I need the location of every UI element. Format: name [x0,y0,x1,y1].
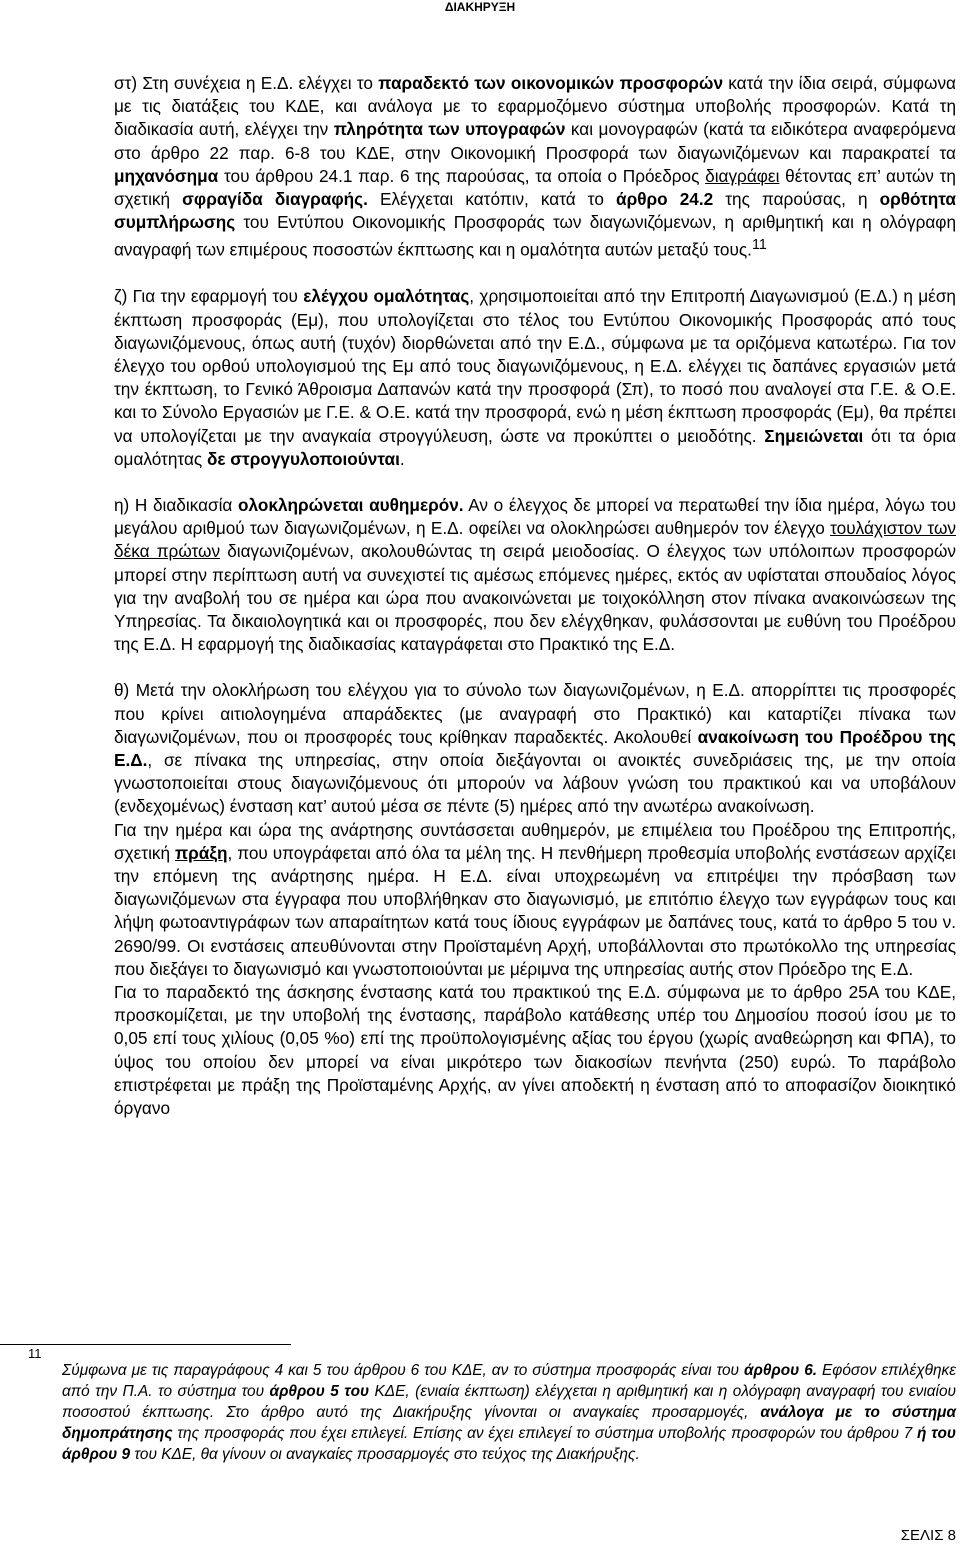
text-run: θέτοντας επ’ αυτών τη σχετική [114,165,956,210]
emphasis-text: άρθρου 6. [743,1362,818,1379]
underlined-text: διαγράφει [705,165,780,186]
emphasis-text: πληρότητα των υπογραφών [333,119,566,140]
emphasis-text: δε στρογγυλοποιούνται [206,448,400,469]
emphasis-text: ελέγχου ομαλότητας [303,286,470,307]
text-run: του Εντύπου Οικονομικής Προσφοράς των διαγωνιζόμενων, η αριθμητική και η ολόγραφη αναγραφή των επιμέρους ποσοστών έκπτωσης και η ομαλότητα αυτών μεταξύ τους. [114,212,956,261]
paragraph-th2 [114,819,956,981]
text-run: της προσφοράς που έχει επιλεγεί. Επίσης αν έχει επιλεγεί το σύστημα υποβολής προσφορών του άρθρου 7 [172,1425,918,1442]
paragraph-th [114,679,956,818]
paragraph-st [114,72,956,262]
paragraph-gap [114,471,956,494]
text-run: του ΚΔΕ, θα γίνουν οι αναγκαίες προσαρμογές στο τεύχος της Διακήρυξης. [130,1446,640,1463]
emphasis-text: πράξη [174,842,228,863]
footnote-separator [0,1344,291,1345]
text-run: Ελέγχεται κατόπιν, κατά το [367,189,616,210]
emphasis-text: παραδεκτό των οικονομικών προσφορών [378,73,723,93]
text-run: , σε πίνακα της υπηρεσίας, στην οποία διεξάγονται οι ανοικτές συνεδριάσεις της, με την οποία γνωστοποιείται στους διαγωνιζόμενους ότι μπορούν να λάβουν γνώση του πρακτικού και να υποβάλουν (ενδεχομένως) ένσταση κατ’ αυτού μέσα σε πέντε (5) ημέρες από την ανωτέρω ανακοίνωση. [114,750,956,817]
emphasis-text: ορθότητα συμπλήρωσης [114,189,956,233]
text-run: θ) Μετά την ολοκλήρωση του ελέγχου για το σύνολο των διαγωνιζομένων, η Ε.Δ. απορρίπτει τις προσφορές που κρίνει αιτιολογημένα απαράδεκτες (με αναγραφή στο Πρακτικό) και καταρτίζει πίνακα των διαγωνιζομένων, που οι προσφορές τους κρίθηκαν παραδεκτές. Ακολουθεί [114,680,956,747]
text-run: η) Η διαδικασία [114,494,239,515]
text-run: Για το παραδεκτό της άσκησης ένστασης κατά του πρακτικού της Ε.Δ. σύμφωνα με το άρθρο 25Α του ΚΔΕ, προσκομίζεται, με την υποβολή της ένστασης, παράβολο κατάθεσης υπέρ του Δημοσίου ποσού ίσου με το 0,05 επί τους χιλίους (0,05 %ο) επί της προϋπολογισμένης αξίας του έργου (χωρίς αναθεώρηση και ΦΠΑ), το ύψος του οποίου δεν μπορεί να είναι μικρότερο των διακοσίων πενήντα (250) ευρώ. Το παράβολο επιστρέφεται με πράξη της Προϊσταμένης Αρχής, αν γίνει αποδεκτή η ένσταση από το αποφασίζον διοικητικό όργανο [114,982,956,1119]
emphasis-text: ή του άρθρου 9 [62,1425,956,1463]
emphasis-text: ανάλογα με το σύστημα δημοπράτησης [62,1404,956,1442]
text-run: Σύμφωνα με τις παραγράφους 4 και 5 του άρθρου 6 του ΚΔΕ, αν το σύστημα προσφοράς είναι του [62,1362,744,1379]
document-header: ΔΙΑΚΗΡΥΞΗ [444,0,516,14]
text-run: , που υπογράφεται από όλα τα μέλη της. Η πενθήμερη προθεσμία υποβολής ενστάσεων αρχίζει την επόμενη της ανάρτησης ημέρα. Η Ε.Δ. είναι υποχρεωμένη να επιτρέψει την πρόσβαση των διαγωνιζόμενων στα έγγραφα που υποβλήθηκαν στο διαγωνισμό, με επιτόπιο έλεγχο των εγγράφων τους και λήψη φωτοαντιγράφων των απαραίτητων κατά τους ίδιους εγγράφων με δαπάνες τους, κατά το άρθρο 5 του ν. 2690/99. Οι ενστάσεις απευθύνονται στην Προϊσταμένη Αρχή, υποβάλλονται στο πρωτόκολλο της υπηρεσίας που διεξάγει το διαγωνισμό και γνωστοποιούνται με μέριμνα της υπηρεσίας αυτής στον Πρόεδρο της Ε.Δ. [114,842,956,979]
emphasis-text: άρθρο 24.2 [616,189,714,210]
text-run: . [399,448,405,469]
emphasis-text: ολοκληρώνεται αυθημερόν. [238,494,464,515]
paragraph-gap [114,656,956,679]
paragraph-gap [114,262,956,285]
footnote-text [62,1360,956,1465]
emphasis-text: άρθρου 5 του [269,1383,370,1400]
text-run: διαγωνιζομένων, ακολουθώντας τη σειρά μειοδοσίας. Ο έλεγχος των υπόλοιπων προσφορών μπορεί στην περίπτωση αυτή να συνεχιστεί τις αμέσως επόμενες ημέρες, εκτός αν υφίσταται σπουδαίος λόγος για την αναβολή του σε ημέρα και ώρα που ανακοινώνεται με τοιχοκόλληση στον πίνακα ανακοινώσεων της Υπηρεσίας. Τα δικαιολογητικά και οι προσφορές, που δεν ελέγχθηκαν, φυλάσσονται με ευθύνη του Προέδρου της Ε.Δ. Η εφαρμογή της διαδικασίας καταγράφεται στο Πρακτικό της Ε.Δ. [114,541,956,655]
text-run: , χρησιμοποιείται από την Επιτροπή Διαγωνισμού (Ε.Δ.) η μέση έκπτωση προσφοράς (Εμ), που υπολογίζεται στο τέλος του Εντύπου Οικονομικής Προσφοράς από τους διαγωνιζόμενους, όπως αυτή (τυχόν) διορθώνεται από την Ε.Δ., σύμφωνα με τα οριζόμενα κατωτέρω. Για τον έλεγχο του ορθού υπολογισμού της Εμ από τους διαγωνιζόμενους, η Ε.Δ. ελέγχει τις δαπάνες εργασιών μετά την έκπτωση, το Γενικό Άθροισμα Δαπανών κατά την προσφορά (Σπ), το ποσό που αναλογεί στα Γ.Ε. & Ο.Ε. και το Σύνολο Εργασιών με Γ.Ε. & Ο.Ε. κατά την προσφορά, ενώ η μέση έκπτωση προσφοράς (Εμ), θα πρέπει να υπολογίζεται με την αναγκαία στρογγύλευση, ώστε να προκύπτει ο μειοδότης. [114,286,956,446]
text-run: και μονογραφών (κατά τα ειδικότερα αναφερόμενα στο άρθρο 22 παρ. 6-8 του ΚΔΕ, στην Οικονομική Προσφορά των διαγωνιζόμενων και παρακρατεί τα [114,119,956,163]
emphasis-text: Σημειώνεται [764,425,864,446]
text-run: Για την ημέρα και ώρα της ανάρτησης συντάσσεται αυθημερόν, με επιμέλεια του Προέδρου της Επιτροπής, σχετική [114,819,956,863]
page-number: ΣΕΛΙΣ 8 [900,1527,956,1544]
emphasis-text: σφραγίδα διαγραφής. [182,189,368,210]
text-run: ζ) Για την εφαρμογή του [114,286,304,307]
paragraph-i [114,494,956,656]
text-run: ΚΔΕ, (ενιαία έκπτωση) ελέγχεται η αριθμητική και η ολόγραφη αναγραφή του ενιαίου ποσοστού έκπτωσης. Στο άρθρο αυτό της Διακήρυξης γίνονται οι αναγκαίες προσαρμογές, [62,1383,956,1421]
text-run: της παρούσας, η [713,189,880,210]
text-run: Εφόσον επιλέχθηκε από την Π.Α. το σύστημα του [62,1362,956,1400]
text-run: κατά την ίδια σειρά, σύμφωνα με τις διατάξεις του ΚΔΕ, και ανάλογα με το εφαρμοζόμενο σύστημα υποβολής προσφορών. Κατά τη διαδικασία αυτή, ελέγχει την [114,73,956,140]
text-run: στ) Στη συνέχεια η Ε.Δ. ελέγχει το [114,73,379,93]
paragraph-th3 [114,981,956,1120]
document-body [114,72,956,1120]
underlined-text: τουλάχιστον των δέκα πρώτων [114,518,956,562]
emphasis-text: μηχανόσημα [114,165,219,186]
text-run: Αν ο έλεγχος δε μπορεί να περατωθεί την ίδια ημέρα, λόγω του μεγάλου αριθμού των διαγωνιζομένων, η Ε.Δ. οφείλει να ολοκληρώσει αυθημερόν τον έλεγχο [114,494,956,539]
paragraph-z [114,285,956,471]
text-run: ότι τα όρια ομαλότητας [114,425,957,469]
footnote-reference: 11 [751,237,767,254]
emphasis-text: ανακοίνωση του Προέδρου της Ε.Δ. [114,726,956,771]
text-run: του άρθρου 24.1 παρ. 6 της παρούσας, τα οποία ο Πρόεδρος [218,165,706,186]
footnote-number: 11 [28,1346,42,1361]
